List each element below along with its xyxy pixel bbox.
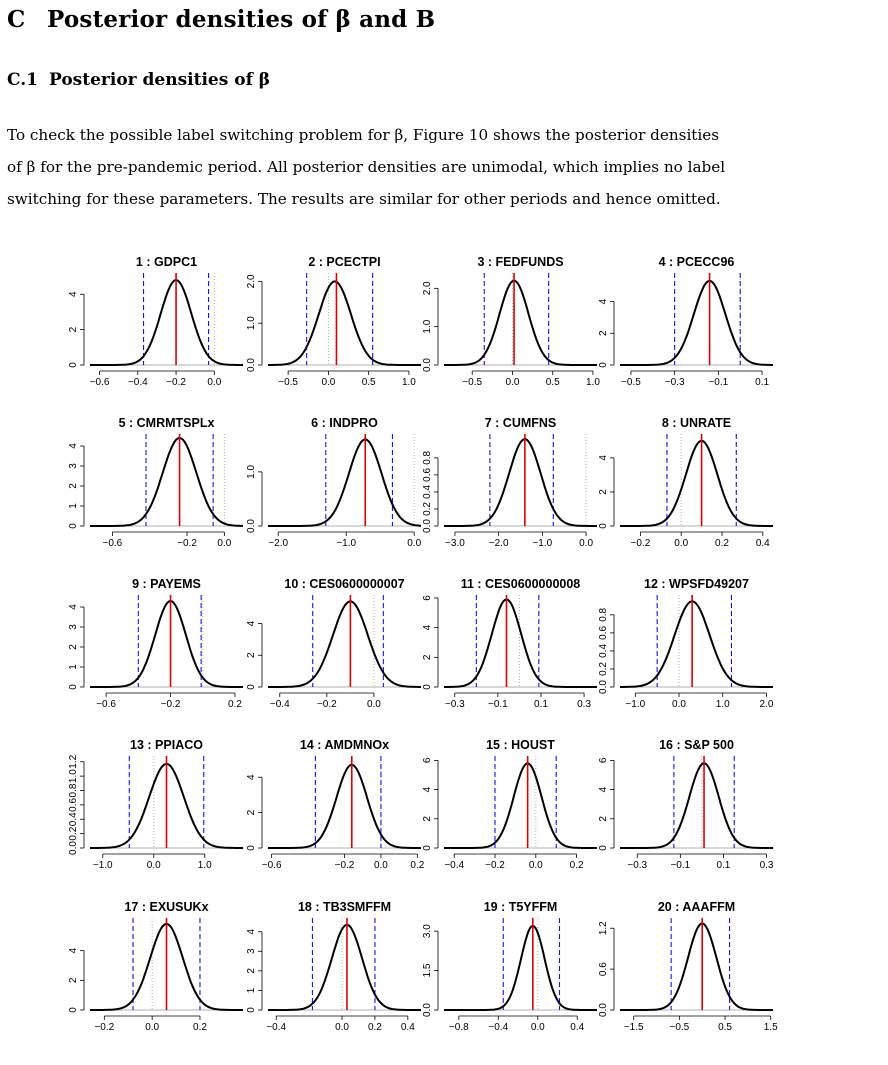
y-tick-label: 4: [422, 624, 433, 631]
density-curve: [620, 441, 773, 526]
y-tick-label: 4: [246, 928, 257, 935]
density-panel: [246, 900, 421, 1033]
y-tick-label: 1.0: [68, 769, 79, 784]
x-tick-label: −0.2: [166, 377, 186, 388]
density-panel: [246, 577, 421, 710]
density-curve: [268, 925, 421, 1010]
x-tick-label: 0.0: [528, 860, 543, 871]
body-paragraph: [7, 119, 888, 215]
section-number: C: [7, 6, 26, 33]
panel-title: 18 : TB3SMFFM: [297, 900, 392, 914]
x-tick-label: −1.0: [336, 538, 357, 549]
panel-title: 2 : PCECTPI: [308, 255, 381, 269]
x-tick-label: −0.6: [89, 377, 110, 388]
x-tick-label: −0.5: [462, 377, 483, 388]
density-panel: [422, 738, 597, 871]
x-tick-label: 0.1: [716, 860, 731, 871]
y-tick-label: 0: [246, 845, 257, 851]
panel-title: 6 : INDPRO: [311, 416, 378, 430]
density-panel: [422, 255, 600, 388]
y-tick-label: 4: [246, 620, 257, 627]
x-tick-label: 0.4: [570, 1022, 585, 1033]
x-tick-label: −0.4: [269, 699, 290, 710]
x-tick-label: −0.3: [627, 860, 648, 871]
density-panel: [598, 416, 773, 549]
density-panel: [598, 900, 778, 1033]
y-tick-label: 0.6: [422, 467, 433, 482]
panel-title: 13 : PPIACO: [130, 738, 203, 752]
x-tick-label: 1.5: [763, 1022, 778, 1033]
y-tick-label: 0.8: [598, 607, 609, 622]
x-tick-label: 1.0: [586, 377, 600, 388]
x-tick-label: 0.2: [367, 1022, 382, 1033]
y-tick-label: 0.6: [68, 797, 79, 812]
x-tick-label: −0.4: [266, 1022, 287, 1033]
x-tick-label: 0.5: [718, 1022, 732, 1033]
x-tick-label: 1.0: [715, 699, 730, 710]
density-panel: [68, 738, 243, 871]
y-tick-label: 0.0: [68, 841, 79, 855]
x-tick-label: 1.0: [401, 377, 416, 388]
y-tick-label: 2.0: [422, 281, 433, 296]
x-tick-label: −0.8: [448, 1022, 469, 1033]
paragraph-line: of β for the pre-pandemic period. All posterior densities are unimodal, which implies no label: [7, 158, 726, 176]
x-tick-label: −0.2: [334, 860, 355, 871]
panel-title: 8 : UNRATE: [661, 416, 732, 430]
density-panel: [598, 577, 774, 710]
density-panel: [246, 255, 421, 388]
y-tick-label: 0.0: [598, 1003, 609, 1017]
paragraph-line: To check the possible label switching problem for β, Figure 10 shows the posterior densities: [7, 126, 720, 144]
y-tick-label: 2: [246, 968, 257, 974]
y-tick-label: 0: [68, 523, 79, 529]
y-tick-label: 0.2: [422, 502, 433, 516]
y-tick-label: 2.0: [246, 274, 257, 289]
y-tick-label: 6: [422, 757, 434, 764]
x-tick-label: −0.5: [621, 377, 641, 388]
density-panel: [598, 255, 773, 388]
density-curve: [90, 280, 243, 365]
y-tick-label: 0: [246, 684, 257, 690]
y-tick-label: 0.0: [422, 358, 433, 372]
x-tick-label: −0.2: [630, 538, 651, 549]
density-curve: [444, 600, 597, 688]
x-tick-label: 0.3: [759, 860, 774, 871]
y-tick-label: 1.0: [422, 319, 433, 334]
x-tick-label: −0.2: [94, 1022, 115, 1033]
y-tick-label: 0: [68, 684, 79, 690]
x-tick-label: −1.0: [625, 699, 646, 710]
x-tick-label: −0.4: [444, 860, 465, 871]
y-tick-label: 2: [68, 326, 79, 333]
density-curve: [268, 765, 421, 848]
y-tick-label: 2: [246, 809, 257, 816]
y-tick-label: 4: [68, 443, 79, 449]
x-tick-label: 0.1: [755, 377, 770, 388]
y-tick-label: 3: [68, 463, 79, 469]
y-tick-label: 3: [68, 624, 79, 630]
x-tick-label: 0.0: [505, 377, 520, 388]
density-curve: [444, 763, 597, 848]
x-tick-label: 0.0: [366, 699, 381, 710]
x-tick-label: 0.5: [361, 377, 376, 388]
x-tick-label: 0.2: [193, 1022, 207, 1033]
y-tick-label: 1.2: [68, 754, 79, 769]
density-panel: [246, 416, 422, 549]
panel-title: 17 : EXUSUKx: [124, 900, 209, 914]
y-tick-label: 1.0: [246, 464, 257, 479]
y-tick-label: 0.0: [246, 519, 257, 533]
panel-title: 4 : PCECC96: [658, 255, 735, 269]
y-tick-label: 2: [598, 489, 609, 495]
panel-title: 19 : T5YFFM: [483, 900, 558, 914]
x-tick-label: −0.1: [708, 377, 729, 388]
density-curve: [444, 439, 597, 526]
section-title-text: Posterior densities of β and B: [47, 6, 436, 33]
density-curve: [444, 281, 597, 365]
x-tick-label: 0.4: [755, 538, 770, 549]
subsection-title: [7, 70, 270, 90]
x-tick-label: −2.0: [268, 538, 289, 549]
density-panel: [422, 577, 597, 710]
x-tick-label: 2.0: [759, 699, 774, 710]
y-tick-label: 1: [68, 503, 79, 509]
x-tick-label: 0.0: [579, 538, 594, 549]
x-tick-label: −0.2: [177, 538, 197, 549]
y-tick-label: 4: [598, 455, 609, 461]
y-tick-label: 0.0: [598, 680, 609, 694]
x-tick-label: 0.0: [217, 538, 232, 549]
density-panel: [68, 416, 243, 549]
subsection-title-text: Posterior densities of β: [49, 70, 271, 90]
y-tick-label: 1.2: [598, 921, 609, 936]
x-tick-label: −3.0: [445, 538, 465, 549]
x-tick-label: 0.0: [145, 1022, 160, 1033]
x-tick-label: −0.6: [96, 699, 116, 710]
panel-title: 5 : CMRMTSPLx: [118, 416, 215, 430]
x-tick-label: 0.0: [672, 699, 686, 710]
density-curve: [268, 601, 421, 687]
density-curve: [444, 926, 597, 1010]
y-tick-label: 0.2: [68, 826, 79, 841]
y-tick-label: 4: [68, 291, 79, 298]
y-tick-label: 0.0: [246, 358, 257, 372]
y-tick-label: 2: [68, 977, 79, 984]
y-tick-label: 0: [246, 1007, 257, 1013]
panel-title: 14 : AMDMNOx: [299, 738, 390, 752]
x-tick-label: 0.2: [410, 860, 425, 871]
y-tick-label: 0: [68, 1007, 79, 1013]
density-curve: [268, 281, 421, 365]
x-tick-label: 0.1: [534, 699, 548, 710]
y-tick-label: 3.0: [422, 924, 433, 939]
x-tick-label: 0.3: [577, 699, 592, 710]
y-tick-label: 0: [598, 845, 609, 851]
x-tick-label: 1.0: [197, 860, 212, 871]
density-curve: [268, 439, 421, 526]
x-tick-label: −0.6: [102, 538, 123, 549]
panel-title: 10 : CES0600000007: [284, 577, 405, 591]
y-tick-label: 0: [598, 362, 609, 368]
y-tick-label: 6: [598, 757, 609, 764]
density-panel: [422, 416, 597, 549]
x-tick-label: −1.5: [623, 1022, 644, 1033]
x-tick-label: −0.4: [127, 377, 148, 388]
x-tick-label: 0.0: [407, 538, 422, 549]
density-curve: [620, 601, 773, 687]
y-tick-label: 4: [598, 298, 609, 305]
x-tick-label: 0.5: [545, 377, 560, 388]
y-tick-label: 6: [422, 595, 433, 601]
x-tick-label: −0.2: [160, 699, 181, 710]
y-tick-label: 0: [68, 362, 79, 368]
x-tick-label: −0.4: [488, 1022, 509, 1033]
y-tick-label: 4: [422, 786, 433, 793]
x-tick-label: 0.0: [674, 538, 689, 549]
y-tick-label: 0.0: [422, 1003, 433, 1017]
x-tick-label: −0.5: [278, 377, 299, 388]
y-tick-label: 0.4: [68, 812, 79, 827]
x-tick-label: −0.5: [669, 1022, 690, 1033]
x-tick-label: 0.4: [400, 1022, 415, 1033]
y-tick-label: 2: [598, 330, 609, 337]
density-panel: [422, 900, 597, 1033]
y-tick-label: 4: [246, 774, 257, 781]
y-tick-label: 4: [68, 947, 79, 954]
y-tick-label: 0.6: [598, 625, 609, 640]
x-tick-label: −0.2: [485, 860, 505, 871]
y-tick-label: 2: [422, 654, 433, 661]
y-tick-label: 2: [246, 652, 257, 659]
density-panel: [68, 255, 243, 388]
panel-title: 12 : WPSFD49207: [644, 577, 749, 591]
density-panel: [68, 577, 243, 710]
y-tick-label: 4: [68, 604, 79, 610]
y-tick-label: 0: [422, 684, 433, 690]
y-tick-label: 0: [598, 523, 609, 529]
panel-title: 11 : CES0600000008: [460, 577, 581, 591]
subsection-number: C.1: [7, 70, 38, 90]
y-tick-label: 4: [598, 786, 609, 793]
x-tick-label: −2.0: [488, 538, 509, 549]
y-tick-label: 2: [68, 483, 79, 489]
panel-title: 15 : HOUST: [486, 738, 555, 752]
density-curve: [90, 601, 243, 687]
y-tick-label: 1: [68, 664, 79, 670]
x-tick-label: −0.3: [664, 377, 685, 388]
density-panel: [246, 738, 425, 871]
x-tick-label: 0.0: [530, 1022, 545, 1033]
y-tick-label: 1.0: [246, 316, 257, 331]
y-tick-label: 2: [68, 644, 79, 650]
y-tick-label: 3: [246, 948, 257, 955]
x-tick-label: 0.2: [227, 699, 242, 710]
x-tick-label: 0.2: [569, 860, 584, 871]
x-tick-label: −0.6: [261, 860, 282, 871]
density-curve: [620, 924, 773, 1011]
y-tick-label: 2: [598, 816, 609, 822]
panel-title: 1 : GDPC1: [135, 255, 198, 269]
y-tick-label: 0.4: [598, 643, 609, 658]
panel-title: 9 : PAYEMS: [132, 577, 201, 591]
x-tick-label: −0.1: [670, 860, 691, 871]
density-curve: [620, 281, 773, 365]
density-panel: [598, 738, 774, 871]
x-tick-label: −0.2: [316, 699, 337, 710]
x-tick-label: −0.1: [487, 699, 508, 710]
panel-title: 20 : AAAFFM: [657, 900, 736, 914]
y-tick-label: 0.2: [598, 662, 609, 676]
y-tick-label: 0.8: [422, 450, 433, 465]
x-tick-label: 0.0: [335, 1022, 349, 1033]
y-tick-label: 0.4: [422, 484, 433, 499]
x-tick-label: −1.0: [532, 538, 553, 549]
x-tick-label: 0.2: [715, 538, 729, 549]
panel-title: 7 : CUMFNS: [484, 416, 557, 430]
x-tick-label: −1.0: [92, 860, 113, 871]
y-tick-label: 1.5: [422, 963, 433, 978]
section-title: [7, 6, 435, 33]
x-tick-label: 0.0: [207, 377, 222, 388]
panel-title: 16 : S&P 500: [659, 738, 734, 752]
y-tick-label: 0.6: [598, 962, 609, 977]
x-tick-label: 0.0: [373, 860, 388, 871]
x-tick-label: 0.0: [321, 377, 336, 388]
density-curve: [90, 438, 243, 526]
density-panel: [68, 900, 243, 1033]
x-tick-label: 0.0: [146, 860, 161, 871]
y-tick-label: 0: [422, 845, 433, 851]
posterior-density-figure: [0, 250, 888, 1050]
density-curve: [620, 763, 773, 848]
y-tick-label: 0.0: [422, 519, 433, 533]
y-tick-label: 0.8: [68, 783, 79, 798]
paragraph-line: switching for these parameters. The results are similar for other periods and hence omitted.: [7, 190, 721, 208]
y-tick-label: 1: [246, 987, 257, 994]
panel-title: 3 : FEDFUNDS: [477, 255, 564, 269]
x-tick-label: −0.3: [444, 699, 465, 710]
y-tick-label: 2: [422, 816, 433, 822]
